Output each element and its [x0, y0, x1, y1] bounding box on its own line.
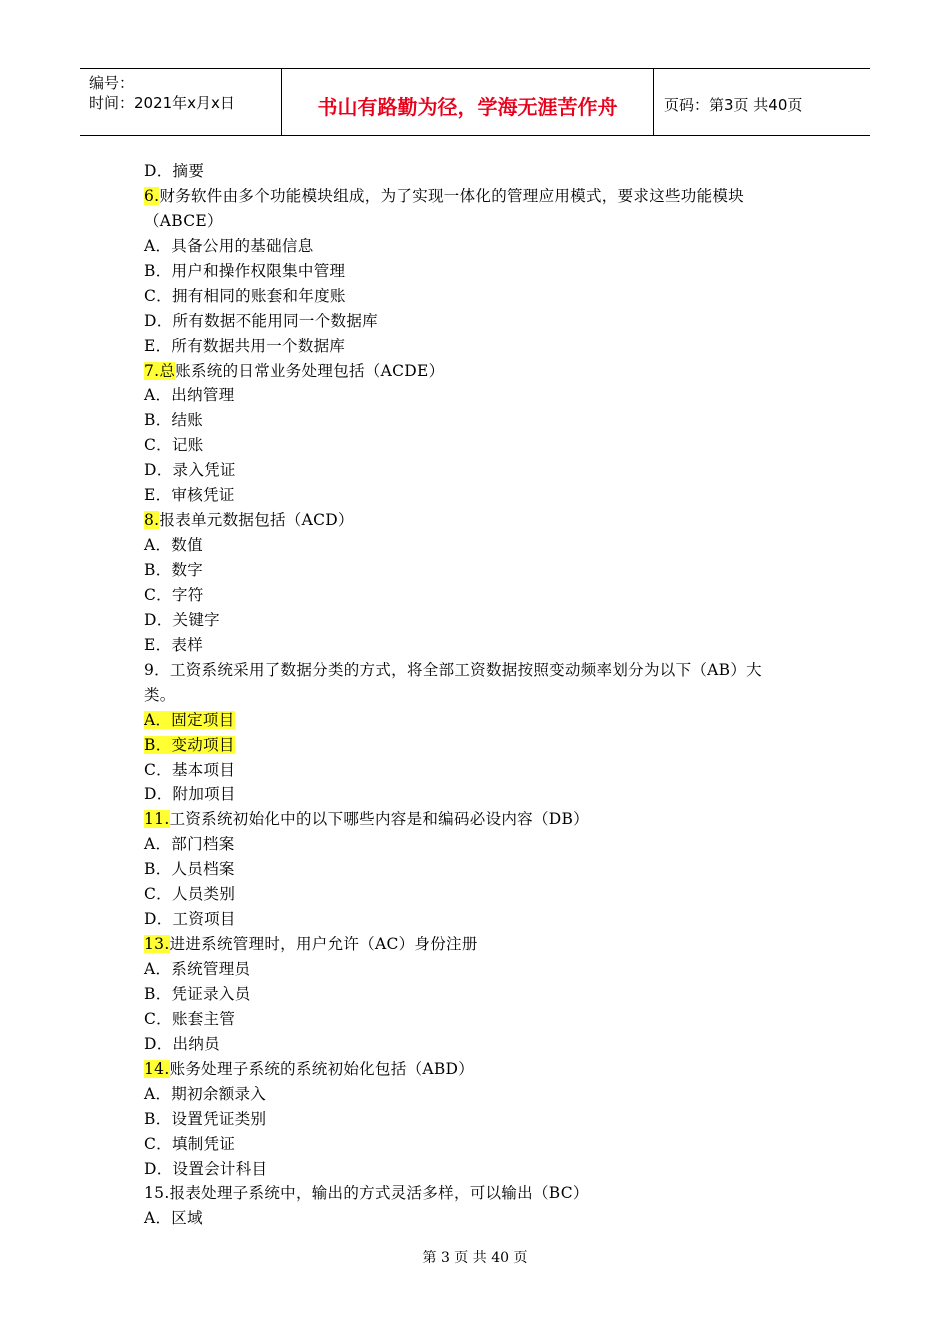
line-text: D．设置会计科目: [144, 1159, 268, 1178]
highlighted-text: 13.: [144, 935, 170, 954]
line-text: A．出纳管理: [144, 386, 235, 405]
page-code: 页码：第3页 共40页: [664, 96, 803, 114]
line-text: A．区域: [144, 1209, 203, 1228]
text-line: [144, 334, 814, 359]
line-text: E．审核凭证: [144, 486, 235, 505]
text-line: [144, 209, 814, 234]
line-text: C．账套主管: [144, 1009, 236, 1028]
line-text: 类。: [144, 685, 176, 704]
line-text: 财务软件由多个功能模块组成，为了实现一体化的管理应用模式，要求这些功能模块: [159, 186, 744, 205]
text-line: [144, 1032, 814, 1057]
line-text: A．部门档案: [144, 835, 235, 854]
line-text: C．填制凭证: [144, 1134, 236, 1153]
line-text: B．用户和操作权限集中管理: [144, 261, 346, 280]
line-text: D．关键字: [144, 610, 220, 629]
line-text: A．具备公用的基础信息: [144, 236, 314, 255]
line-text: D．录入凭证: [144, 461, 236, 480]
line-text: 9．工资系统采用了数据分类的方式，将全部工资数据按照变动频率划分为以下（AB）大: [144, 660, 762, 679]
line-text: D．出纳员: [144, 1034, 220, 1053]
text-line: [144, 1181, 814, 1206]
text-line: [144, 1206, 814, 1231]
line-text: E．所有数据共用一个数据库: [144, 336, 346, 355]
line-text: 工资系统初始化中的以下哪些内容是和编码必设内容（DB）: [169, 810, 589, 829]
text-line: [144, 309, 814, 334]
text-line: [144, 1132, 814, 1157]
text-line: [144, 608, 814, 633]
highlighted-text: 14.: [144, 1059, 170, 1078]
line-text: A．数值: [144, 536, 203, 555]
text-line: [144, 857, 814, 882]
text-line: [144, 383, 814, 408]
text-line: [144, 359, 814, 384]
text-line: [144, 782, 814, 807]
line-text: B．凭证录入员: [144, 984, 251, 1003]
line-text: B．人员档案: [144, 860, 235, 879]
text-line: [144, 558, 814, 583]
time-label: 时间：2021年x月x日: [89, 94, 235, 112]
number-label: 编号：: [89, 74, 135, 92]
page-footer: 第 3 页 共 40 页: [422, 1250, 528, 1266]
line-text: 进进系统管理时，用户允许（AC）身份注册: [169, 935, 478, 954]
text-line: [144, 458, 814, 483]
highlighted-text: 8.: [144, 511, 160, 530]
line-text: C．拥有相同的账套和年度账: [144, 286, 346, 305]
text-line: [144, 1107, 814, 1132]
text-line: [144, 957, 814, 982]
text-line: [144, 733, 814, 758]
text-line: [144, 683, 814, 708]
text-line: [144, 832, 814, 857]
line-text: B．数字: [144, 561, 204, 579]
text-line: [144, 633, 814, 658]
line-text: B．结账: [144, 411, 204, 430]
text-line: [144, 1157, 814, 1182]
line-text: C．基本项目: [144, 760, 236, 779]
text-line: [144, 658, 814, 683]
line-text: D．摘要: [144, 162, 205, 180]
text-line: [144, 234, 814, 259]
text-line: [144, 159, 814, 184]
line-text: 报表单元数据包括（ACD）: [159, 511, 354, 530]
text-line: [144, 284, 814, 309]
highlighted-text: 6.: [144, 186, 160, 205]
text-line: [144, 907, 814, 932]
highlighted-text: 11.: [144, 810, 170, 829]
line-text: 15.报表处理子系统中，输出的方式灵活多样，可以输出（BC）: [144, 1184, 589, 1203]
line-text: D．附加项目: [144, 785, 236, 804]
text-line: [144, 758, 814, 783]
text-line: [144, 982, 814, 1007]
line-text: C．字符: [144, 585, 204, 604]
line-text: A．系统管理员: [144, 960, 251, 978]
text-line: [144, 184, 814, 209]
header-info-cell: [80, 69, 282, 135]
text-line: [144, 1057, 814, 1082]
text-line: [144, 583, 814, 608]
line-text: C．人员类别: [144, 885, 236, 904]
line-text: C．记账: [144, 436, 204, 455]
text-line: [144, 807, 814, 832]
text-line: [144, 483, 814, 508]
text-line: [144, 932, 814, 957]
line-text: 账系统的日常业务处理包括（ACDE）: [175, 361, 445, 380]
line-text: E．表样: [144, 635, 204, 654]
text-line: [144, 533, 814, 558]
text-line: [144, 408, 814, 433]
line-text: （ABCE）: [144, 211, 223, 230]
text-line: [144, 1007, 814, 1032]
motto: 书山有路勤为径，学海无涯苦作舟: [317, 95, 618, 119]
text-line: [144, 508, 814, 533]
line-text: D．工资项目: [144, 910, 236, 929]
document-header: [80, 68, 870, 136]
highlighted-text: B．变动项目: [144, 735, 235, 754]
line-text: 账务处理子系统的系统初始化包括（ABD）: [169, 1059, 475, 1078]
text-line: [144, 708, 814, 733]
highlighted-text: A．固定项目: [144, 710, 235, 729]
highlighted-text: 7.总: [144, 361, 176, 380]
text-line: [144, 433, 814, 458]
document-body: [144, 159, 814, 1231]
line-text: D．所有数据不能用同一个数据库: [144, 311, 378, 330]
header-page-cell: [654, 69, 870, 135]
line-text: B．设置凭证类别: [144, 1109, 267, 1128]
header-motto-cell: [282, 69, 654, 135]
text-line: [144, 259, 814, 284]
line-text: A．期初余额录入: [144, 1084, 267, 1103]
text-line: [144, 882, 814, 907]
text-line: [144, 1082, 814, 1107]
